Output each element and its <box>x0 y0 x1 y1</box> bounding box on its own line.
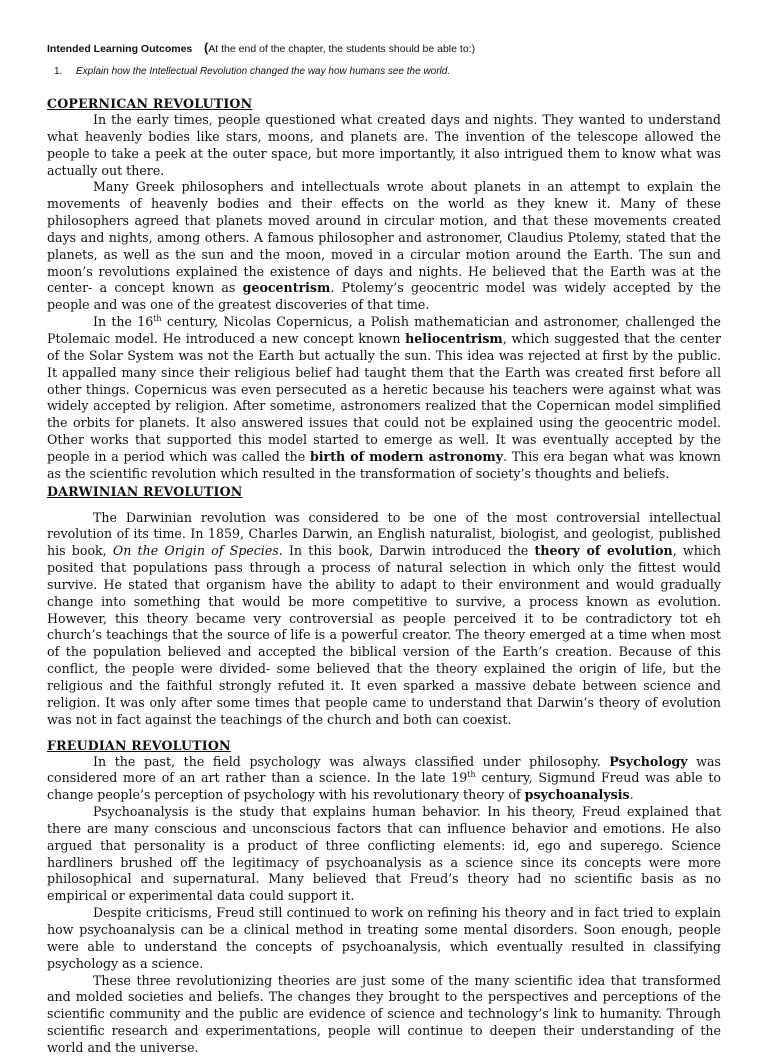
copernican-p3-start: In the 16 <box>93 314 154 330</box>
freudian-heading: FREUDIAN REVOLUTION <box>47 737 231 753</box>
learning-outcome-number: 1. <box>54 66 63 77</box>
darwinian-p1-text-b: . In this book, Darwin introduced the <box>278 543 535 559</box>
psychoanalysis-term: psychoanalysis <box>524 787 630 803</box>
freudian-paragraph-4: These three revolutionizing theories are just some of the many scientific idea that transformed and molded societies and beliefs. The changes they brought to the perspectives and perceptions of the scientific community and the public are evidence of science and technology’s link to humanity. Through scientific research and experimentations, people will continue to deepen their understanding of the world and the universe. <box>47 972 721 1055</box>
copernican-paragraph-3 <box>47 314 721 482</box>
copernican-paragraph-1: In the early times, people questioned what created days and nights. They wanted to understand what heavenly bodies like stars, moons, and planets are. The invention of the telescope allowed the people to take a peek at the outer space, but more importantly, it also intrigued them to know what was actually out there. <box>47 112 721 178</box>
freudian-paragraph-1 <box>47 754 721 805</box>
copernican-paragraph-2 <box>47 179 721 314</box>
freudian-paragraph-3: Despite criticisms, Freud still continued to work on refining his theory and in fact tried to explain how psychoanalysis can be a clinical method in treating some mental disorders. Soon enough, people were able to understand the concepts of psychoanalysis, which eventually resulted in classifying psychology as a science. <box>47 905 721 971</box>
modern-astronomy-term: birth of modern astronomy <box>309 448 503 464</box>
heliocentrism-term: heliocentrism <box>405 330 503 346</box>
freudian-paragraph-2: Psychoanalysis is the study that explains human behavior. In his theory, Freud explained that there are many conscious and unconscious factors that can influence behavior and emotions. He also argued that personality is a product of three conflicting elements: id, ego and superego. Science hardliners brushed off the legitimacy of psychoanalysis as a science since its concepts were more philosophical and supernatural. Many believed that Freud’s theory had no scientific basis as no empirical or experimental data could support it. <box>47 804 721 904</box>
copernican-heading: COPERNICAN REVOLUTION <box>47 96 253 111</box>
freudian-p1-text-d: . <box>629 787 634 803</box>
theory-of-evolution-term: theory of evolution <box>534 543 673 559</box>
darwinian-p1-text-a: The Darwinian revolution was considered to be one of the most controversial intellectual revolution of its time. In 1859, Charles Darwin, an English naturalist, biologist, and geologist, published his book, <box>47 509 721 559</box>
learning-outcome-text: Explain how the Intellectual Revolution changed the way how humans see the world. <box>76 66 451 77</box>
copernican-p3-text-c: . This era began what was known as the scientific revolution which resulted in the transformation of society’s thoughts and beliefs. <box>47 448 722 481</box>
freudian-p1-sup: th <box>467 770 476 780</box>
darwinian-p1-text-c: , which posited that populations pass through a process of natural selection in which only the fittest would survive. He stated that organism have the ability to adapt to their environment and would gradually change into something that would be more competitive to survive, a process known as evolution. However, this theory became very controversial as people perceived it to be contradictory tot eh church’s teachings that the source of life is a powerful creator. The theory emerged at a time when most of the population believed and accepted the biblical version of the Earth’s creation. Because of this conflict, the people were divided- some believed that the theory explained the origin of life, but the religious and the faithful strongly refuted it. It even sparked a massive debate between science and religion. It was only after some times that people came to understand that Darwin’s theory of evolution was not in fact against the teachings of the church and both can coexist. <box>47 543 721 727</box>
psychology-term: Psychology <box>609 753 688 769</box>
darwinian-paragraph-1 <box>47 510 721 729</box>
learning-outcomes-header <box>47 40 721 57</box>
origin-of-species-title: On the Origin of Species <box>112 543 279 559</box>
copernican-p3-text-b: , which suggested that the center of the Solar System was not the Earth but actually the sun. This idea was rejected at first by the public. It appalled many since their religious belief had taught them that the Earth was created first before all other things. Copernicus was even persecuted as a heretic because his teachers were against what was widely accepted by religion. After sometime, astronomers realized that the Copernican model simplified the orbits for planets. It also answered issues that could not be explained using the geocentric model. Other works that supported this model started to emerge as well. It was eventually accepted by the people in a period which was called the <box>47 330 721 464</box>
learning-outcomes-note: At the end of the chapter, the students should be able to:) <box>208 43 476 55</box>
document-page <box>47 40 721 1057</box>
learning-outcomes-paren: ( <box>203 40 209 55</box>
freudian-p1-text-b: was considered more of an art rather than a science. In the late 19 <box>47 753 721 786</box>
freudian-p1-text-a: In the past, the field psychology was always classified under philosophy. <box>93 753 610 769</box>
darwinian-heading: DARWINIAN REVOLUTION <box>47 483 243 499</box>
freudian-p1-text-c: century, Sigmund Freud was able to change people’s perception of psychology with his revolutionary theory of <box>47 770 721 803</box>
copernican-p2-text-b: . Ptolemy’s geocentric model was widely accepted by the people and was one of the greatest discoveries of that time. <box>47 280 721 313</box>
learning-outcome-item <box>47 65 721 79</box>
learning-outcomes-title: Intended Learning Outcomes <box>47 43 193 55</box>
geocentrism-term: geocentrism <box>242 280 331 296</box>
copernican-p3-sup: th <box>153 313 162 323</box>
copernican-p2-text-a: Many Greek philosophers and intellectuals wrote about planets in an attempt to explain the movements of heavenly bodies and their effects on the world as they knew it. Many of these philosophers agreed that planets moved around in circular motion, and that these movements created days and nights, among others. A famous philosopher and astronomer, Claudius Ptolemy, stated that the planets, as well as the sun and the moon, moved in a circular motion around the Earth. The sun and moon’s revolutions explained the existence of days and nights. He believed that the Earth was at the center- a concept known as <box>47 179 721 296</box>
copernican-p3-text-a: century, Nicolas Copernicus, a Polish mathematician and astronomer, challenged the Ptolemaic model. He introduced a new concept known <box>47 314 721 346</box>
